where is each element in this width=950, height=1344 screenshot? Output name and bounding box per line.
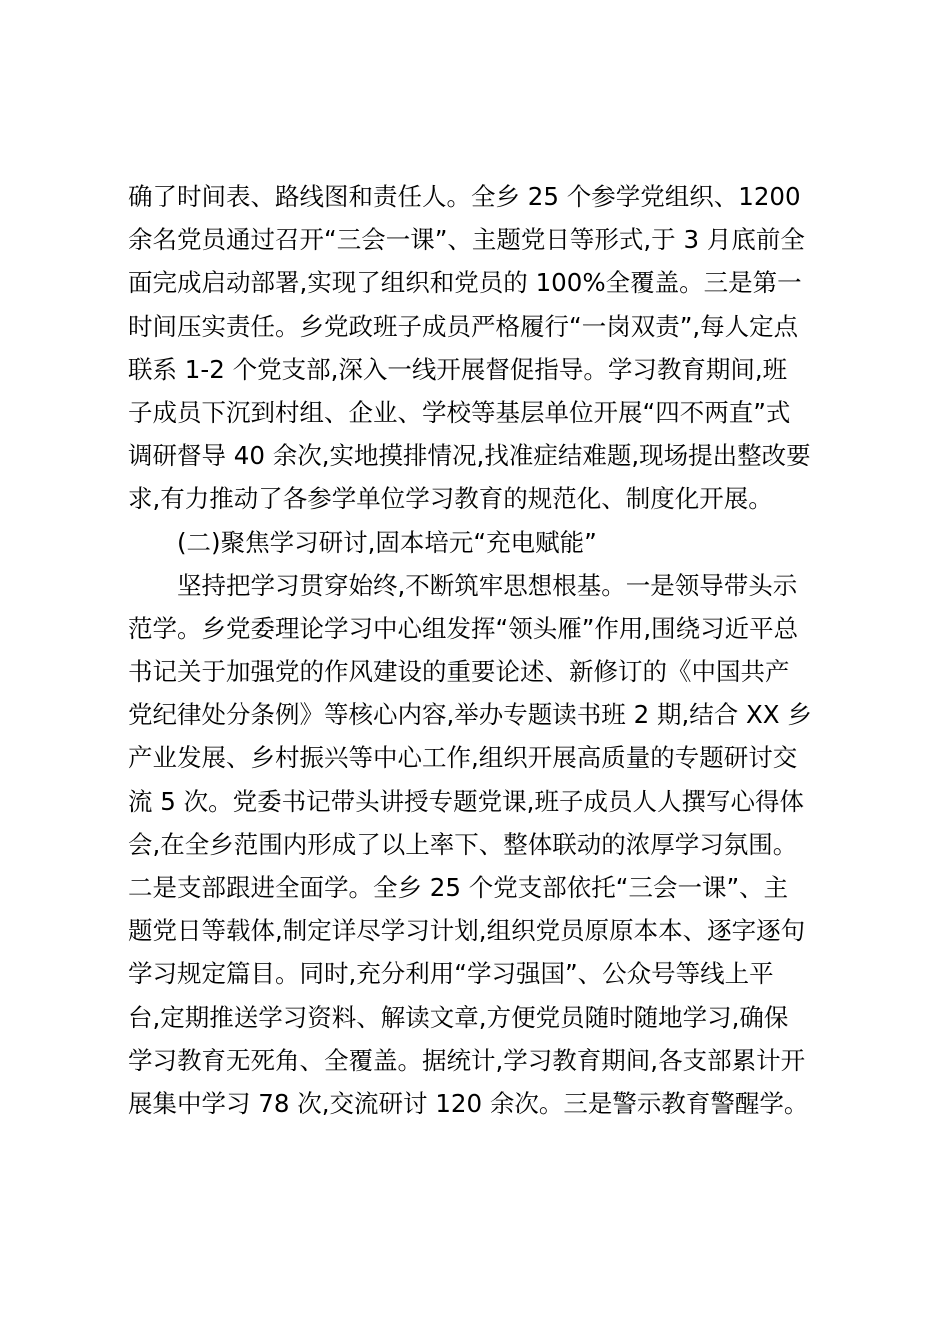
text-line: 时间压实责任。乡党政班子成员严格履行“一岗双责”,每人定点 — [128, 311, 799, 341]
text-line: 学习规定篇目。同时,充分利用“学习强国”、公众号等线上平 — [128, 959, 774, 989]
paragraph-study — [128, 564, 848, 1125]
text-line: 产业发展、乡村振兴等中心工作,组织开展高质量的专题研讨交 — [128, 743, 798, 773]
text-line: 书记关于加强党的作风建设的重要论述、新修订的《中国共产 — [128, 657, 790, 687]
text-line: 余名党员通过召开“三会一课”、主题党日等形式,于 3 月底前全 — [128, 225, 805, 255]
text-line: 流 5 次。党委书记带头讲授专题党课,班子成员人人撰写心得体 — [128, 786, 804, 816]
text-line: 展集中学习 78 次,交流研讨 120 余次。三是警示教育警醒学。 — [128, 1088, 809, 1118]
text-line: 面完成启动部署,实现了组织和党员的 100%全覆盖。三是第一 — [128, 268, 802, 298]
text-line: 求,有力推动了各参学单位学习教育的规范化、制度化开展。 — [128, 484, 773, 514]
text-line: 确了时间表、路线图和责任人。全乡 25 个参学党组织、1200 — [128, 182, 801, 211]
section-heading: (二)聚焦学习研讨,固本培元“充电赋能” — [177, 527, 597, 557]
text-line: 范学。乡党委理论学习中心组发挥“领头雁”作用,围绕习近平总 — [128, 613, 799, 643]
text-line: 调研督导 40 余次,实地摸排情况,找准症结难题,现场提出整改要 — [128, 441, 811, 471]
text-line: 联系 1-2 个党支部,深入一线开展督促指导。学习教育期间,班 — [128, 354, 788, 384]
text-line: 党纪律处分条例》等核心内容,举办专题读书班 2 期,结合 XX 乡 — [128, 700, 812, 730]
text-line: 题党日等载体,制定详尽学习计划,组织党员原原本本、逐字逐句 — [128, 916, 806, 946]
text-line: 会,在全乡范围内形成了以上率下、整体联动的浓厚学习氛围。 — [128, 829, 798, 859]
text-line: 台,定期推送学习资料、解读文章,方便党员随时随地学习,确保 — [128, 1002, 789, 1032]
body-text — [128, 175, 848, 1125]
text-line: 学习教育无死角、全覆盖。据统计,学习教育期间,各支部累计开 — [128, 1045, 806, 1075]
text-line: 坚持把学习贯穿始终,不断筑牢思想根基。一是领导带头示 — [177, 570, 798, 600]
text-line: 二是支部跟进全面学。全乡 25 个党支部依托“三会一课”、主 — [128, 873, 789, 902]
paragraph-continued — [128, 175, 848, 521]
text-line: 子成员下沉到村组、企业、学校等基层单位开展“四不两直”式 — [128, 397, 791, 427]
